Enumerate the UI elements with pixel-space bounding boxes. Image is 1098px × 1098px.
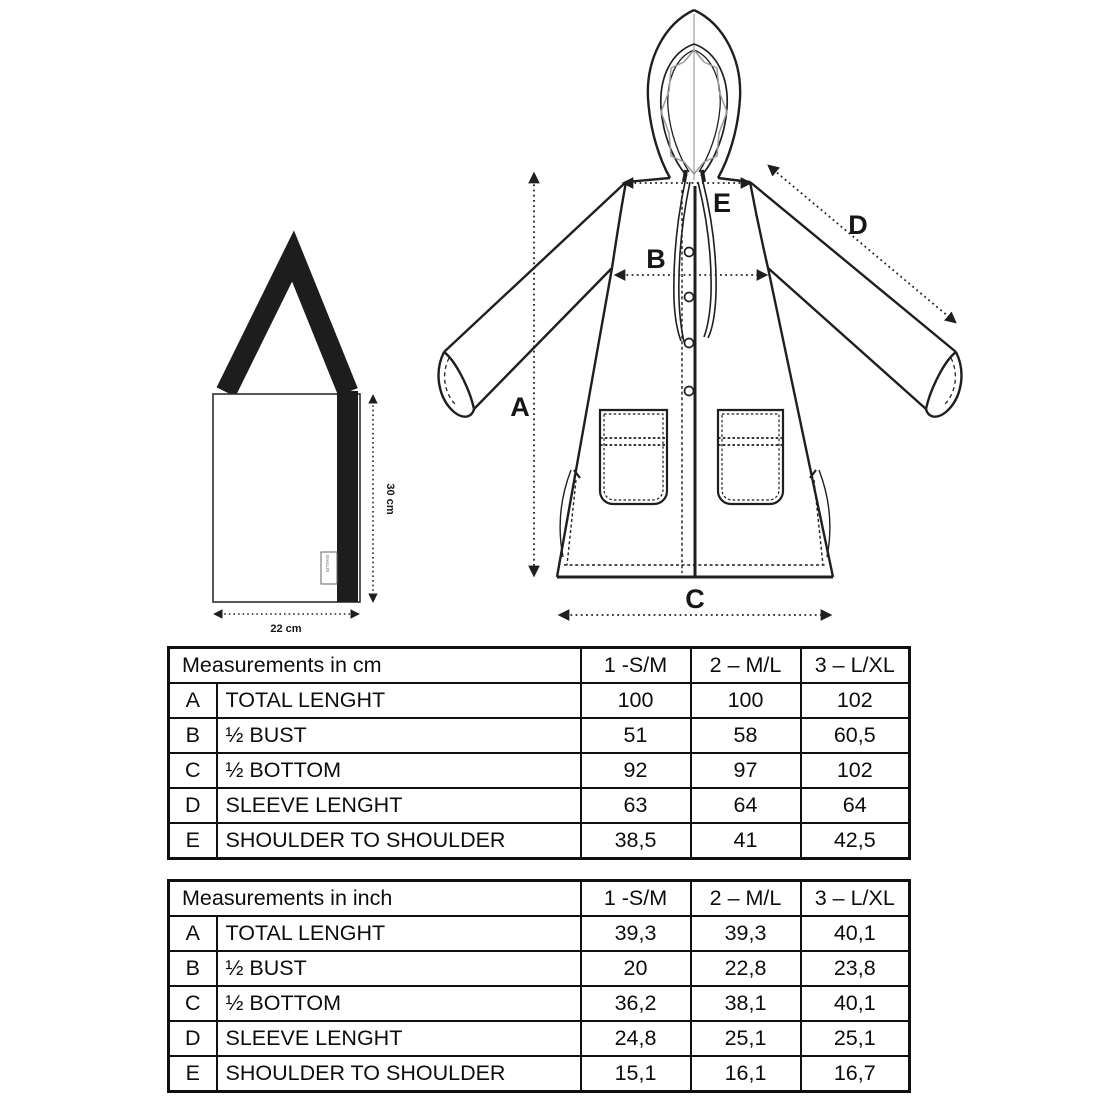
pocket-left — [600, 410, 667, 504]
row-key: E — [169, 823, 217, 859]
value-cell: 25,1 — [691, 1021, 801, 1056]
table-row — [169, 916, 910, 951]
table-row — [169, 1021, 910, 1056]
row-label: SLEEVE LENGHT — [217, 788, 581, 823]
value-cell: 41 — [691, 823, 801, 859]
size-header: 3 – L/XL — [801, 648, 910, 684]
tote-bag-drawing — [180, 242, 395, 642]
value-cell: 40,1 — [801, 986, 910, 1021]
value-cell: 58 — [691, 718, 801, 753]
value-cell: 63 — [581, 788, 691, 823]
table-row — [169, 788, 910, 823]
bag-width-label: 22 cm — [270, 623, 302, 635]
value-cell: 60,5 — [801, 718, 910, 753]
dim-label-e: E — [712, 188, 732, 218]
row-label: TOTAL LENGHT — [217, 916, 581, 951]
row-label: ½ BOTTOM — [217, 753, 581, 788]
snap-button — [685, 248, 694, 257]
table-row — [169, 753, 910, 788]
bag-outline — [213, 256, 360, 602]
size-header: 1 -S/M — [581, 881, 691, 917]
value-cell: 102 — [801, 753, 910, 788]
table-header-row — [169, 881, 910, 917]
row-key: D — [169, 1021, 217, 1056]
dim-line-d — [769, 166, 955, 322]
value-cell: 36,2 — [581, 986, 691, 1021]
value-cell: 16,1 — [691, 1056, 801, 1092]
bag-strap-band — [337, 391, 358, 602]
value-cell: 102 — [801, 683, 910, 718]
sleeve-left — [439, 182, 626, 417]
value-cell: 25,1 — [801, 1021, 910, 1056]
drawstring-left — [674, 182, 690, 342]
size-header: 3 – L/XL — [801, 881, 910, 917]
row-key: B — [169, 951, 217, 986]
table-row — [169, 951, 910, 986]
table-title: Measurements in inch — [169, 881, 581, 917]
measurements-table-cm — [167, 646, 911, 860]
size-header: 2 – M/L — [691, 648, 801, 684]
brand-tag-label: GIALLIS — [325, 555, 330, 573]
table-row — [169, 718, 910, 753]
row-key: C — [169, 986, 217, 1021]
row-key: E — [169, 1056, 217, 1092]
body-side-left — [557, 182, 626, 577]
value-cell: 92 — [581, 753, 691, 788]
dim-label-c: C — [685, 584, 705, 614]
snap-buttons — [685, 248, 694, 396]
snap-button — [685, 293, 694, 302]
table-title: Measurements in cm — [169, 648, 581, 684]
row-key: A — [169, 916, 217, 951]
value-cell: 100 — [691, 683, 801, 718]
pocket-right — [718, 410, 783, 504]
value-cell: 38,1 — [691, 986, 801, 1021]
measurements-table-inch — [167, 879, 911, 1093]
raincoat-technical-drawing — [430, 0, 970, 645]
row-key: D — [169, 788, 217, 823]
size-header: 2 – M/L — [691, 881, 801, 917]
value-cell: 40,1 — [801, 916, 910, 951]
value-cell: 16,7 — [801, 1056, 910, 1092]
row-label: SLEEVE LENGHT — [217, 1021, 581, 1056]
bag-height-label: 30 cm — [384, 483, 396, 515]
row-label: ½ BUST — [217, 718, 581, 753]
value-cell: 15,1 — [581, 1056, 691, 1092]
table-row — [169, 986, 910, 1021]
value-cell: 64 — [801, 788, 910, 823]
table-row — [169, 823, 910, 859]
row-label: SHOULDER TO SHOULDER — [217, 1056, 581, 1092]
row-label: TOTAL LENGHT — [217, 683, 581, 718]
value-cell: 97 — [691, 753, 801, 788]
dim-label-b: B — [646, 244, 666, 274]
snap-button — [685, 339, 694, 348]
value-cell: 23,8 — [801, 951, 910, 986]
row-key: A — [169, 683, 217, 718]
snap-button — [685, 387, 694, 396]
value-cell: 39,3 — [581, 916, 691, 951]
dimension-lines — [534, 166, 955, 615]
value-cell: 100 — [581, 683, 691, 718]
row-label: SHOULDER TO SHOULDER — [217, 823, 581, 859]
size-header: 1 -S/M — [581, 648, 691, 684]
dim-label-d: D — [848, 210, 868, 240]
value-cell: 22,8 — [691, 951, 801, 986]
bag-strap — [226, 256, 348, 392]
raincoat-outline — [439, 10, 962, 577]
value-cell: 51 — [581, 718, 691, 753]
value-cell: 39,3 — [691, 916, 801, 951]
row-key: C — [169, 753, 217, 788]
row-label: ½ BOTTOM — [217, 986, 581, 1021]
value-cell: 24,8 — [581, 1021, 691, 1056]
table-header-row — [169, 648, 910, 684]
value-cell: 20 — [581, 951, 691, 986]
table-row — [169, 683, 910, 718]
row-label: ½ BUST — [217, 951, 581, 986]
dim-label-a: A — [510, 392, 530, 422]
row-key: B — [169, 718, 217, 753]
value-cell: 42,5 — [801, 823, 910, 859]
table-row — [169, 1056, 910, 1092]
shoulder-seams — [626, 178, 750, 182]
value-cell: 38,5 — [581, 823, 691, 859]
value-cell: 64 — [691, 788, 801, 823]
